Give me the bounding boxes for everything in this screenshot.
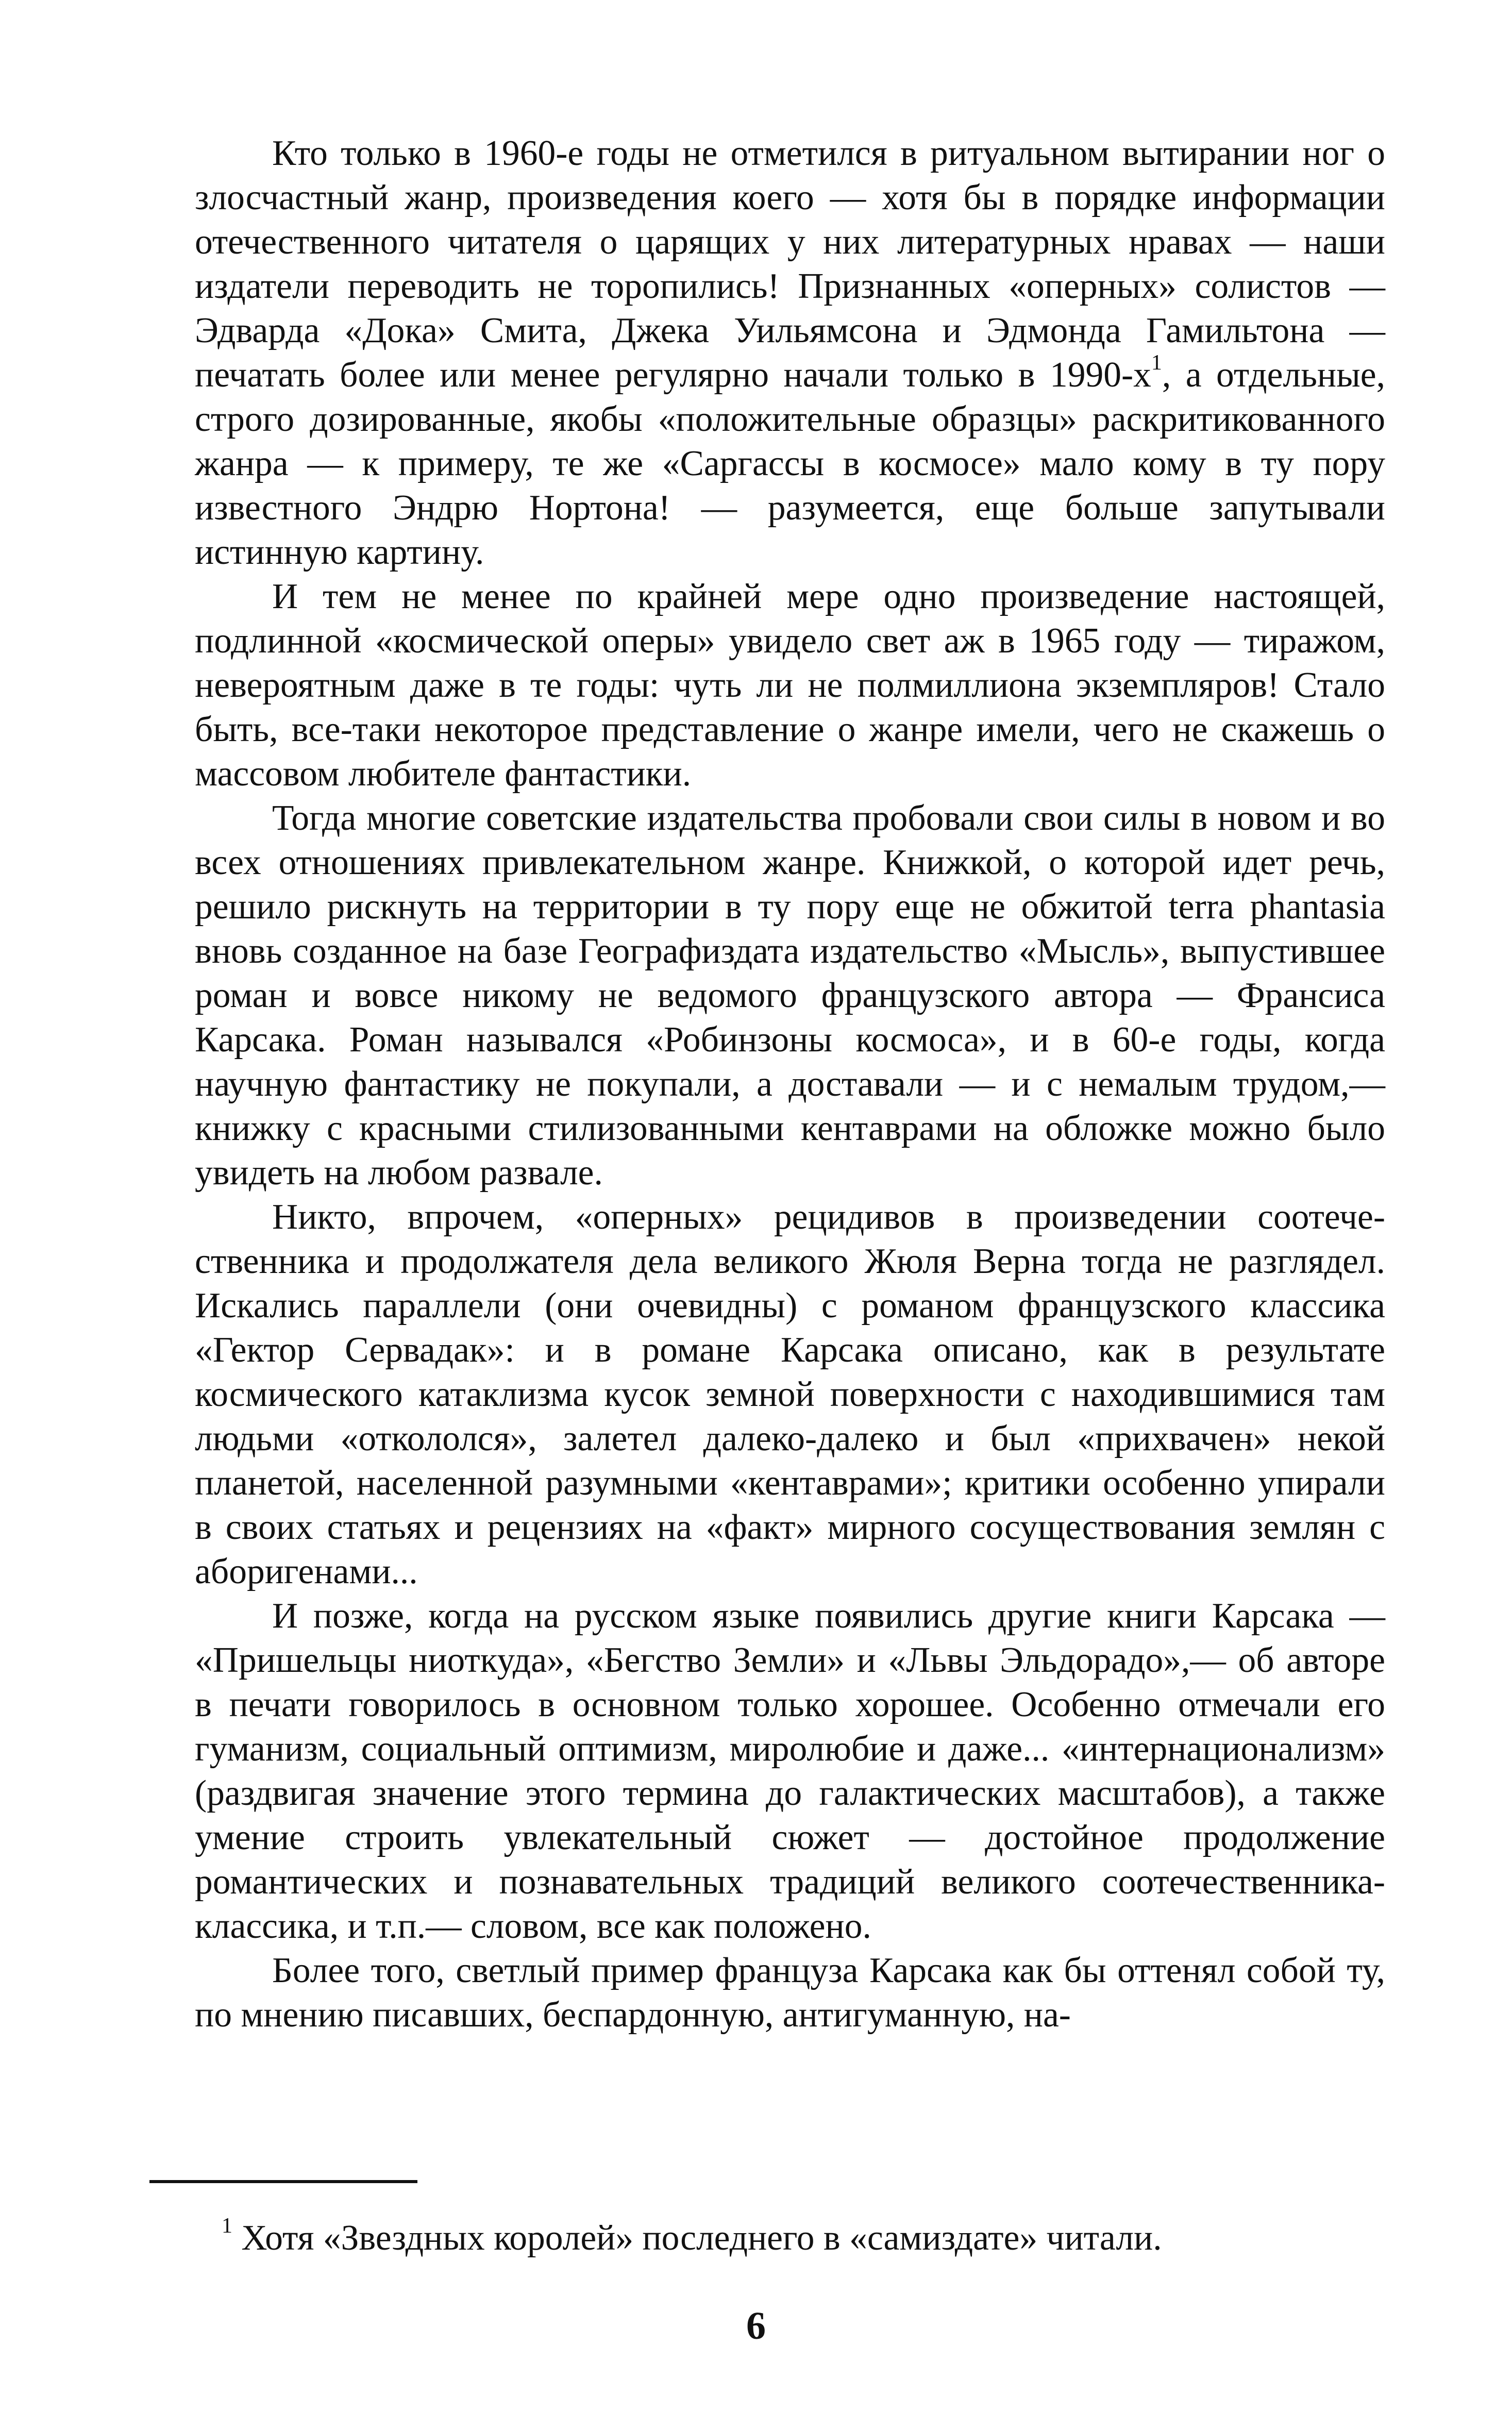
- page-number: 6: [746, 2304, 766, 2348]
- paragraph-1-text-start: Кто только в 1960-е годы не отметился в ритуальном вытирании ног о злосчастный жанр, произведения коего — хотя бы в порядке информации отечественного читателя о царящих у них литературных нравах — наши издатели переводить не торопились! Признанных «оперных» солистов — Эдварда «Дока» Смита, Джека Уильямсона и Эдмонда Гамильтона — печатать более или менее регулярно начали только в 1990-х: [195, 133, 1385, 395]
- paragraph-1-text-end: , а отдельные, строго дозированные, якобы «положительные образцы» раскритикованного жанра — к примеру, те же «Саргассы в космосе» мало кому в ту пору известного Эндрю Нортона! — разумеется, еще больше запутывали истинную картину.: [195, 355, 1385, 572]
- footnote-reference: 1: [1151, 351, 1162, 375]
- paragraph-2: И тем не менее по крайней мере одно произведение настоящей, подлинной «космической оперы» увидело свет аж в 1965 году — тиражом, невероятным даже в те годы: чуть ли не полмиллиона экземпляров! Стало быть, все-таки некоторое представление о жанре имели, чего не скажешь о массовом любителе фантастики.: [195, 577, 1385, 794]
- footnote-mark: 1: [222, 2214, 232, 2238]
- footnote-text: Хотя «Звездных королей» последнего в «самиздате» читали.: [232, 2218, 1162, 2258]
- footnote: [222, 2216, 1386, 2260]
- paragraph-3: Тогда многие советские издательства пробовали свои силы в новом и во всех отношениях привлекательном жанре. Книжкой, о которой идет речь, решило рискнуть на территории в ту пору еще не обжитой terra phantasia вновь созданное на базе Географиздата издательство «Мысль», выпустившее роман и вовсе никому не ведомого французского автора — Франсиса Карсака. Роман назывался «Робинзоны космоса», и в 60-е годы, когда научную фантастику не покупали, а доставали — и с немалым трудом,— книжку с красными стилизованными кентаврами на обложке можно было увидеть на любом развале.: [195, 798, 1385, 1193]
- footnote-divider: [149, 2180, 417, 2183]
- paragraph-1: [195, 131, 1385, 575]
- main-text: [195, 131, 1385, 2037]
- paragraph-4: Никто, впрочем, «оперных» рецидивов в произведении соотечественника и продолжателя дела великого Жюля Верна тогда не разглядел. Искались параллели (они очевидны) с романом французского классика «Гектор Сервадак»: и в романе Карсака описано, как в результате космического катаклизма кусок земной поверхности с находившимися там людьми «откололся», залетел далеко-далеко и был «прихвачен» некой планетой, населенной разумными «кентаврами»; критики особенно упирали в своих статьях и рецензиях на «факт» мирного сосуществования землян с аборигенами...: [195, 1197, 1385, 1591]
- paragraph-6: Более того, светлый пример француза Карсака как бы оттенял собой ту, по мнению писавших, беспардонную, антигуманную, на-: [195, 1951, 1385, 2035]
- paragraph-5: И позже, когда на русском языке появились другие книги Карсака — «Пришельцы ниоткуда», «Бегство Земли» и «Львы Эльдорадо»,— об авторе в печати говорилось в основном только хорошее. Особенно отмечали его гуманизм, социальный оптимизм, миролюбие и даже... «интернационализм» (раздвигая значение этого термина до галактических масштабов), а также умение строить увлекательный сюжет — достойное продолжение романтических и познавательных традиций великого соотечественника-классика, и т.п.— словом, все как положено.: [195, 1596, 1385, 1946]
